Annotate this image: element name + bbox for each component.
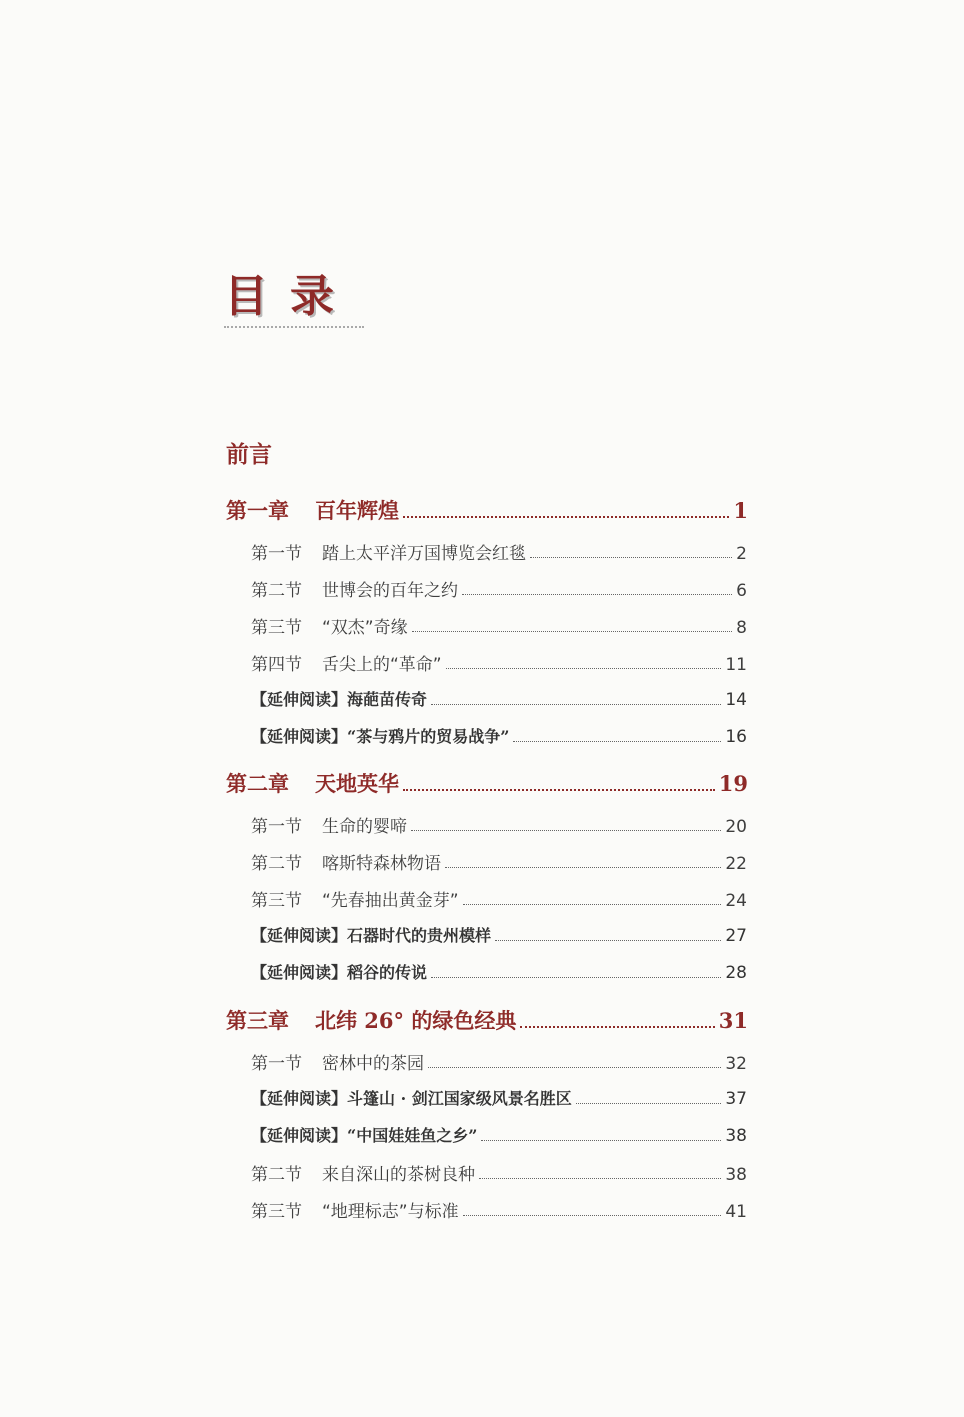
extended-reading-label: 【延伸阅读】 <box>251 963 348 982</box>
dot-leader <box>411 830 721 831</box>
chapter-title: 天地英华 <box>315 771 399 796</box>
entry-page-number: 38 <box>725 1165 747 1185</box>
section-entry[interactable] <box>251 650 747 675</box>
dot-leader <box>463 1215 722 1216</box>
chapter-label: 第一章 <box>226 498 289 523</box>
entry-title: “中国娃娃鱼之乡” <box>347 1126 478 1145</box>
section-label: 第一节 <box>251 544 302 564</box>
entry-page-number: 37 <box>725 1089 747 1109</box>
extended-reading-entry[interactable] <box>251 687 747 710</box>
extended-reading-entry[interactable] <box>251 960 747 983</box>
dot-leader <box>513 741 721 742</box>
entry-page-number: 2 <box>736 544 747 564</box>
section-entry[interactable] <box>251 613 747 638</box>
chapter-entry[interactable] <box>226 768 748 798</box>
dot-leader <box>431 704 721 705</box>
entry-title: 踏上太平洋万国博览会红毯 <box>322 544 526 564</box>
chapter-label: 第二章 <box>226 771 289 796</box>
entry-page-number: 41 <box>725 1202 747 1222</box>
section-label: 第三节 <box>251 891 302 911</box>
entry-page-number: 24 <box>725 891 747 911</box>
extended-reading-label: 【延伸阅读】 <box>251 690 348 709</box>
entry-title: “先春抽出黄金芽” <box>322 891 459 911</box>
entry-page-number: 20 <box>725 817 747 837</box>
extended-reading-label: 【延伸阅读】 <box>251 1089 348 1108</box>
section-entry[interactable] <box>251 1160 747 1185</box>
dot-leader <box>463 904 722 905</box>
entry-title: 喀斯特森林物语 <box>322 854 441 874</box>
entry-page-number: 16 <box>725 727 747 747</box>
dot-leader <box>446 668 722 669</box>
preface-entry[interactable]: 前言 <box>226 441 272 468</box>
extended-reading-label: 【延伸阅读】 <box>251 926 348 945</box>
extended-reading-entry[interactable] <box>251 724 747 747</box>
section-label: 第二节 <box>251 854 302 874</box>
entry-title: 石器时代的贵州模样 <box>347 926 492 945</box>
entry-page-number: 38 <box>725 1126 747 1146</box>
chapter-title: 百年辉煌 <box>315 498 399 523</box>
entry-title: 来自深山的茶树良种 <box>322 1165 475 1185</box>
entry-page-number: 28 <box>725 963 747 983</box>
dot-leader <box>495 940 721 941</box>
chapter-entry[interactable] <box>226 1005 748 1035</box>
section-entry[interactable] <box>251 849 747 874</box>
chapter-title: 北纬 26° 的绿色经典 <box>315 1008 517 1033</box>
entry-title: 海葩苗传奇 <box>347 690 428 709</box>
chapter-entry[interactable] <box>226 495 748 525</box>
extended-reading-entry[interactable] <box>251 1086 747 1109</box>
extended-reading-label: 【延伸阅读】 <box>251 727 348 746</box>
dot-leader <box>479 1178 721 1179</box>
chapter-page-number: 1 <box>733 498 748 523</box>
extended-reading-label: 【延伸阅读】 <box>251 1126 348 1145</box>
section-label: 第二节 <box>251 1165 302 1185</box>
dot-leader <box>403 516 729 518</box>
entry-title: 斗篷山 · 剑江国家级风景名胜区 <box>347 1089 572 1108</box>
section-entry[interactable] <box>251 539 747 564</box>
dot-leader <box>481 1140 721 1141</box>
entry-title: “地理标志”与标准 <box>322 1202 459 1222</box>
section-label: 第三节 <box>251 618 302 638</box>
section-entry[interactable] <box>251 1049 747 1074</box>
entry-title: “茶与鸦片的贸易战争” <box>347 727 510 746</box>
section-entry[interactable] <box>251 576 747 601</box>
chapter-label: 第三章 <box>226 1008 289 1033</box>
section-label: 第一节 <box>251 1054 302 1074</box>
chapter-page-number: 31 <box>718 1008 748 1033</box>
entry-title: 稻谷的传说 <box>347 963 428 982</box>
entry-title: 世博会的百年之约 <box>322 581 458 601</box>
entry-page-number: 8 <box>736 618 747 638</box>
entry-title: 舌尖上的“革命” <box>322 655 442 675</box>
dot-leader <box>445 867 721 868</box>
section-entry[interactable] <box>251 1197 747 1222</box>
page-title: 目录 <box>224 271 356 322</box>
dot-leader <box>412 631 733 632</box>
entry-title: 生命的婴啼 <box>322 817 407 837</box>
extended-reading-entry[interactable] <box>251 1123 747 1146</box>
chapter-page-number: 19 <box>718 771 748 796</box>
dot-leader <box>520 1026 714 1028</box>
entry-page-number: 6 <box>736 581 747 601</box>
dot-leader <box>428 1067 721 1068</box>
dot-leader <box>462 594 732 595</box>
section-entry[interactable] <box>251 886 747 911</box>
dot-leader <box>576 1103 722 1104</box>
extended-reading-entry[interactable] <box>251 923 747 946</box>
section-label: 第四节 <box>251 655 302 675</box>
section-label: 第三节 <box>251 1202 302 1222</box>
title-divider <box>224 326 364 328</box>
dot-leader <box>403 789 715 791</box>
entry-page-number: 22 <box>725 854 747 874</box>
section-label: 第二节 <box>251 581 302 601</box>
entry-page-number: 14 <box>725 690 747 710</box>
entry-page-number: 27 <box>725 926 747 946</box>
entry-page-number: 11 <box>725 655 747 675</box>
section-label: 第一节 <box>251 817 302 837</box>
entry-title: 密林中的茶园 <box>322 1054 424 1074</box>
dot-leader <box>431 977 721 978</box>
dot-leader <box>530 557 732 558</box>
entry-page-number: 32 <box>725 1054 747 1074</box>
section-entry[interactable] <box>251 812 747 837</box>
entry-title: “双杰”奇缘 <box>322 618 408 638</box>
